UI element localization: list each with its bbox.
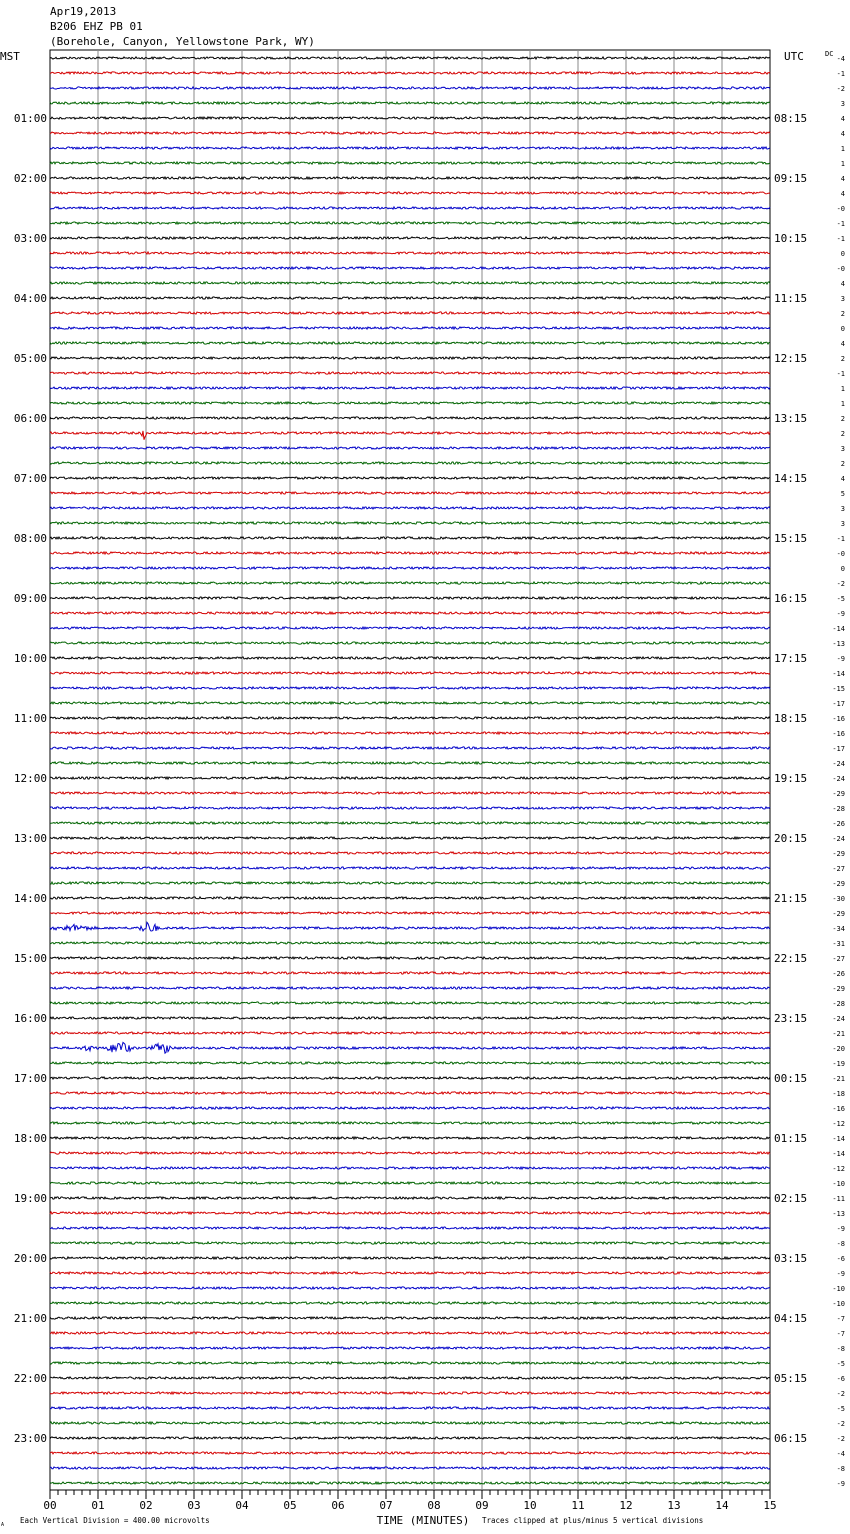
seismic-trace — [50, 867, 770, 869]
seismic-trace — [50, 807, 770, 809]
dc-offset-label: -7 — [836, 1330, 845, 1338]
left-hour-label: 13:00 — [13, 832, 47, 845]
dc-offset-label: -2 — [836, 1435, 845, 1443]
seismic-trace — [50, 1242, 770, 1244]
right-hour-label: 23:15 — [774, 1012, 808, 1025]
dc-offset-label: 2 — [840, 460, 845, 468]
right-hour-label: 19:15 — [774, 772, 808, 785]
dc-offset-label: 1 — [840, 400, 845, 408]
right-hour-label: 20:15 — [774, 832, 808, 845]
dc-offset-label: -12 — [832, 1165, 845, 1173]
right-hour-label: 08:15 — [774, 112, 808, 125]
dc-offset-label: -8 — [836, 1465, 845, 1473]
x-tick-label: 05 — [283, 1499, 297, 1512]
seismic-trace — [50, 912, 770, 914]
right-hour-label: 03:15 — [774, 1252, 808, 1265]
seismic-trace — [50, 1407, 770, 1409]
seismic-trace — [50, 852, 770, 854]
dc-offset-label: -4 — [836, 1450, 845, 1458]
x-tick-label: 03 — [187, 1499, 201, 1512]
seismic-trace — [50, 1122, 770, 1124]
dc-offset-label: -0 — [836, 550, 845, 558]
seismic-trace — [50, 1137, 770, 1139]
dc-offset-label: 3 — [840, 520, 845, 528]
seismic-trace — [50, 777, 770, 779]
seismic-trace — [50, 612, 770, 614]
dc-offset-label: -2 — [836, 1390, 845, 1398]
seismic-trace — [50, 132, 770, 134]
dc-offset-label: 2 — [840, 430, 845, 438]
seismic-trace — [50, 642, 770, 644]
dc-offset-label: -14 — [832, 625, 845, 633]
seismic-trace — [50, 522, 770, 524]
seismic-trace — [50, 957, 770, 959]
dc-offset-label: 2 — [840, 310, 845, 318]
dc-offset-label: 5 — [840, 490, 845, 498]
dc-offset-label: -1 — [836, 370, 845, 378]
dc-offset-label: -30 — [832, 895, 845, 903]
seismic-trace — [50, 372, 770, 374]
dc-offset-label: -27 — [832, 955, 845, 963]
corner-mark: A — [1, 1522, 5, 1528]
dc-offset-label: -13 — [832, 640, 845, 648]
dc-offset-label: -21 — [832, 1075, 845, 1083]
left-hour-label: 09:00 — [13, 592, 47, 605]
seismic-trace — [50, 597, 770, 599]
dc-offset-label: 4 — [840, 280, 845, 288]
dc-column-label: DC — [825, 50, 834, 58]
dc-offset-label: -29 — [832, 790, 845, 798]
seismic-trace — [50, 1422, 770, 1424]
seismic-trace — [50, 702, 770, 704]
dc-offset-label: 4 — [840, 175, 845, 183]
dc-offset-label: -17 — [832, 700, 845, 708]
seismic-trace — [50, 762, 770, 764]
dc-offset-label: -7 — [836, 1315, 845, 1323]
seismic-trace — [50, 327, 770, 329]
seismic-trace — [50, 57, 770, 59]
dc-offset-label: -0 — [836, 205, 845, 213]
seismic-trace — [50, 1317, 770, 1319]
seismic-trace — [50, 1227, 770, 1229]
right-hour-label: 01:15 — [774, 1132, 808, 1145]
left-hour-label: 02:00 — [13, 172, 47, 185]
right-hour-label: 15:15 — [774, 532, 808, 545]
seismic-trace — [50, 431, 770, 440]
dc-offset-label: -1 — [836, 235, 845, 243]
x-tick-label: 06 — [331, 1499, 345, 1512]
station-location: (Borehole, Canyon, Yellowstone Park, WY) — [50, 35, 315, 48]
right-hour-label: 09:15 — [774, 172, 808, 185]
dc-offset-label: 4 — [840, 475, 845, 483]
seismic-trace — [50, 922, 770, 931]
seismic-trace — [50, 192, 770, 194]
left-timezone-label: MST — [0, 50, 20, 63]
seismic-trace — [50, 342, 770, 344]
seismic-trace — [50, 1062, 770, 1064]
right-hour-label: 11:15 — [774, 292, 808, 305]
x-tick-label: 02 — [139, 1499, 153, 1512]
dc-offset-label: -17 — [832, 745, 845, 753]
right-hour-label: 06:15 — [774, 1432, 808, 1445]
x-tick-label: 08 — [427, 1499, 441, 1512]
seismic-trace — [50, 1197, 770, 1199]
dc-offset-label: 2 — [840, 355, 845, 363]
dc-offset-label: -6 — [836, 1375, 845, 1383]
dc-offset-label: -10 — [832, 1180, 845, 1188]
seismic-trace — [50, 207, 770, 209]
seismic-trace — [50, 972, 770, 974]
station-code: B206 EHZ PB 01 — [50, 20, 143, 33]
seismic-trace — [50, 357, 770, 359]
seismic-trace — [50, 102, 770, 104]
left-hour-label: 18:00 — [13, 1132, 47, 1145]
seismic-trace — [50, 1182, 770, 1184]
seismic-trace — [50, 312, 770, 314]
seismic-trace — [50, 1017, 770, 1019]
seismic-trace — [50, 657, 770, 659]
left-hour-label: 16:00 — [13, 1012, 47, 1025]
left-hour-label: 07:00 — [13, 472, 47, 485]
dc-offset-label: 4 — [840, 115, 845, 123]
right-hour-label: 14:15 — [774, 472, 808, 485]
seismic-trace — [50, 1167, 770, 1169]
left-hour-label: 11:00 — [13, 712, 47, 725]
right-hour-label: 17:15 — [774, 652, 808, 665]
dc-offset-label: 4 — [840, 190, 845, 198]
dc-offset-label: -4 — [836, 55, 845, 63]
seismic-trace — [50, 672, 770, 674]
seismic-trace — [50, 1032, 770, 1034]
dc-offset-label: -24 — [832, 760, 845, 768]
seismic-trace — [50, 1092, 770, 1094]
left-hour-label: 19:00 — [13, 1192, 47, 1205]
dc-offset-label: -24 — [832, 775, 845, 783]
seismic-trace — [50, 627, 770, 629]
right-hour-label: 02:15 — [774, 1192, 808, 1205]
left-hour-label: 17:00 — [13, 1072, 47, 1085]
seismic-trace — [50, 792, 770, 794]
dc-offset-label: -29 — [832, 910, 845, 918]
seismic-trace — [50, 1362, 770, 1364]
left-hour-label: 12:00 — [13, 772, 47, 785]
dc-offset-label: -13 — [832, 1210, 845, 1218]
left-hour-label: 14:00 — [13, 892, 47, 905]
right-hour-label: 10:15 — [774, 232, 808, 245]
left-hour-label: 06:00 — [13, 412, 47, 425]
dc-offset-label: -0 — [836, 265, 845, 273]
left-hour-label: 22:00 — [13, 1372, 47, 1385]
seismic-trace — [50, 1437, 770, 1439]
left-hour-label: 15:00 — [13, 952, 47, 965]
seismic-trace — [50, 1272, 770, 1274]
x-tick-label: 14 — [715, 1499, 729, 1512]
right-hour-label: 16:15 — [774, 592, 808, 605]
dc-offset-label: -16 — [832, 715, 845, 723]
seismic-trace — [50, 1467, 770, 1469]
plot-date: Apr19,2013 — [50, 5, 117, 18]
seismic-trace — [50, 882, 770, 884]
seismic-trace — [50, 552, 770, 554]
x-tick-label: 10 — [523, 1499, 537, 1512]
seismic-trace — [50, 1482, 770, 1484]
dc-offset-label: 1 — [840, 145, 845, 153]
dc-offset-label: -2 — [836, 1420, 845, 1428]
x-tick-label: 15 — [763, 1499, 777, 1512]
left-hour-label: 04:00 — [13, 292, 47, 305]
dc-offset-label: -29 — [832, 880, 845, 888]
seismic-trace — [50, 1212, 770, 1214]
seismic-trace — [50, 402, 770, 404]
dc-offset-label: 3 — [840, 295, 845, 303]
dc-offset-label: -11 — [832, 1195, 845, 1203]
dc-offset-label: 0 — [840, 250, 845, 258]
seismic-trace — [50, 447, 770, 449]
left-hour-label: 01:00 — [13, 112, 47, 125]
seismic-trace — [50, 1392, 770, 1394]
dc-offset-label: -8 — [836, 1345, 845, 1353]
seismic-trace — [50, 1107, 770, 1109]
dc-offset-label: -5 — [836, 1405, 845, 1413]
right-hour-label: 04:15 — [774, 1312, 808, 1325]
dc-offset-label: -31 — [832, 940, 845, 948]
dc-offset-label: -5 — [836, 595, 845, 603]
seismic-trace — [50, 252, 770, 254]
seismic-trace — [50, 297, 770, 299]
dc-offset-label: -9 — [836, 1480, 845, 1488]
seismic-trace — [50, 267, 770, 269]
right-timezone-label: UTC — [784, 50, 804, 63]
left-hour-label: 21:00 — [13, 1312, 47, 1325]
dc-offset-label: -19 — [832, 1060, 845, 1068]
dc-offset-label: -1 — [836, 220, 845, 228]
dc-offset-label: 3 — [840, 505, 845, 513]
seismic-trace — [50, 1002, 770, 1004]
dc-offset-label: -27 — [832, 865, 845, 873]
dc-offset-label: 4 — [840, 340, 845, 348]
x-tick-label: 12 — [619, 1499, 633, 1512]
dc-offset-label: 3 — [840, 100, 845, 108]
seismic-trace — [50, 477, 770, 479]
dc-offset-label: 0 — [840, 565, 845, 573]
seismic-trace — [50, 462, 770, 464]
seismic-trace — [50, 717, 770, 719]
x-tick-label: 01 — [91, 1499, 105, 1512]
seismic-trace — [50, 117, 770, 119]
dc-offset-label: -14 — [832, 1150, 845, 1158]
dc-offset-label: -9 — [836, 1225, 845, 1233]
dc-offset-label: 1 — [840, 385, 845, 393]
dc-offset-label: -15 — [832, 685, 845, 693]
right-hour-label: 22:15 — [774, 952, 808, 965]
seismic-trace — [50, 1152, 770, 1154]
left-hour-label: 20:00 — [13, 1252, 47, 1265]
dc-offset-label: -28 — [832, 805, 845, 813]
seismic-trace — [50, 822, 770, 824]
seismic-trace — [50, 582, 770, 584]
seismic-trace — [50, 282, 770, 284]
x-tick-label: 00 — [43, 1499, 57, 1512]
dc-offset-label: -16 — [832, 1105, 845, 1113]
x-tick-label: 13 — [667, 1499, 681, 1512]
x-tick-label: 11 — [571, 1499, 585, 1512]
dc-offset-label: -8 — [836, 1240, 845, 1248]
seismic-trace — [50, 1347, 770, 1349]
dc-offset-label: 2 — [840, 415, 845, 423]
seismic-trace — [50, 537, 770, 539]
seismic-trace — [50, 222, 770, 224]
x-axis-label: TIME (MINUTES) — [376, 1514, 470, 1527]
dc-offset-label: -9 — [836, 655, 845, 663]
dc-offset-label: -12 — [832, 1120, 845, 1128]
seismic-trace — [50, 567, 770, 569]
dc-offset-label: -29 — [832, 850, 845, 858]
seismic-trace — [50, 1332, 770, 1334]
dc-offset-label: -26 — [832, 970, 845, 978]
dc-offset-label: -14 — [832, 1135, 845, 1143]
seismic-trace — [50, 177, 770, 179]
seismic-trace — [50, 147, 770, 149]
dc-offset-label: -2 — [836, 580, 845, 588]
dc-offset-label: -26 — [832, 820, 845, 828]
seismic-trace — [50, 237, 770, 239]
seismic-trace — [50, 387, 770, 389]
dc-offset-label: 0 — [840, 325, 845, 333]
seismic-trace — [50, 1302, 770, 1304]
seismic-trace — [50, 687, 770, 689]
right-hour-label: 13:15 — [774, 412, 808, 425]
seismic-trace — [50, 1077, 770, 1079]
left-hour-label: 05:00 — [13, 352, 47, 365]
dc-offset-label: 3 — [840, 445, 845, 453]
seismic-trace — [50, 747, 770, 749]
dc-offset-label: 1 — [840, 160, 845, 168]
right-hour-label: 21:15 — [774, 892, 808, 905]
seismic-trace — [50, 507, 770, 509]
right-hour-label: 05:15 — [774, 1372, 808, 1385]
left-hour-label: 23:00 — [13, 1432, 47, 1445]
seismic-trace — [50, 417, 770, 419]
dc-offset-label: -1 — [836, 70, 845, 78]
dc-offset-label: -18 — [832, 1090, 845, 1098]
x-tick-label: 04 — [235, 1499, 249, 1512]
seismic-trace — [50, 1257, 770, 1259]
dc-offset-label: -20 — [832, 1045, 845, 1053]
seismic-trace — [50, 1042, 770, 1053]
dc-offset-label: -5 — [836, 1360, 845, 1368]
right-hour-label: 18:15 — [774, 712, 808, 725]
seismic-trace — [50, 987, 770, 989]
dc-offset-label: -6 — [836, 1255, 845, 1263]
seismic-trace — [50, 837, 770, 839]
clip-note: Traces clipped at plus/minus 5 vertical divisions — [482, 1516, 704, 1525]
x-tick-label: 09 — [475, 1499, 489, 1512]
seismic-trace — [50, 732, 770, 734]
left-hour-label: 03:00 — [13, 232, 47, 245]
seismic-trace — [50, 72, 770, 74]
seismic-trace — [50, 942, 770, 944]
dc-offset-label: -21 — [832, 1030, 845, 1038]
seismic-trace — [50, 162, 770, 164]
dc-offset-label: -2 — [836, 85, 845, 93]
vertical-scale-note: Each Vertical Division = 400.00 microvolts — [20, 1516, 210, 1525]
seismic-trace — [50, 492, 770, 494]
dc-offset-label: -29 — [832, 985, 845, 993]
dc-offset-label: -9 — [836, 1270, 845, 1278]
x-tick-label: 07 — [379, 1499, 393, 1512]
right-hour-label: 00:15 — [774, 1072, 808, 1085]
seismic-trace — [50, 1377, 770, 1379]
dc-offset-label: -10 — [832, 1285, 845, 1293]
seismic-trace — [50, 1287, 770, 1289]
dc-offset-label: -34 — [832, 925, 845, 933]
dc-offset-label: -1 — [836, 535, 845, 543]
dc-offset-label: -14 — [832, 670, 845, 678]
left-hour-label: 08:00 — [13, 532, 47, 545]
seismic-trace — [50, 897, 770, 899]
dc-offset-label: -16 — [832, 730, 845, 738]
dc-offset-label: -9 — [836, 610, 845, 618]
dc-offset-label: -24 — [832, 835, 845, 843]
dc-offset-label: -24 — [832, 1015, 845, 1023]
left-hour-label: 10:00 — [13, 652, 47, 665]
right-hour-label: 12:15 — [774, 352, 808, 365]
seismic-trace — [50, 87, 770, 89]
dc-offset-label: -28 — [832, 1000, 845, 1008]
seismic-trace — [50, 1452, 770, 1454]
dc-offset-label: 4 — [840, 130, 845, 138]
dc-offset-label: -10 — [832, 1300, 845, 1308]
